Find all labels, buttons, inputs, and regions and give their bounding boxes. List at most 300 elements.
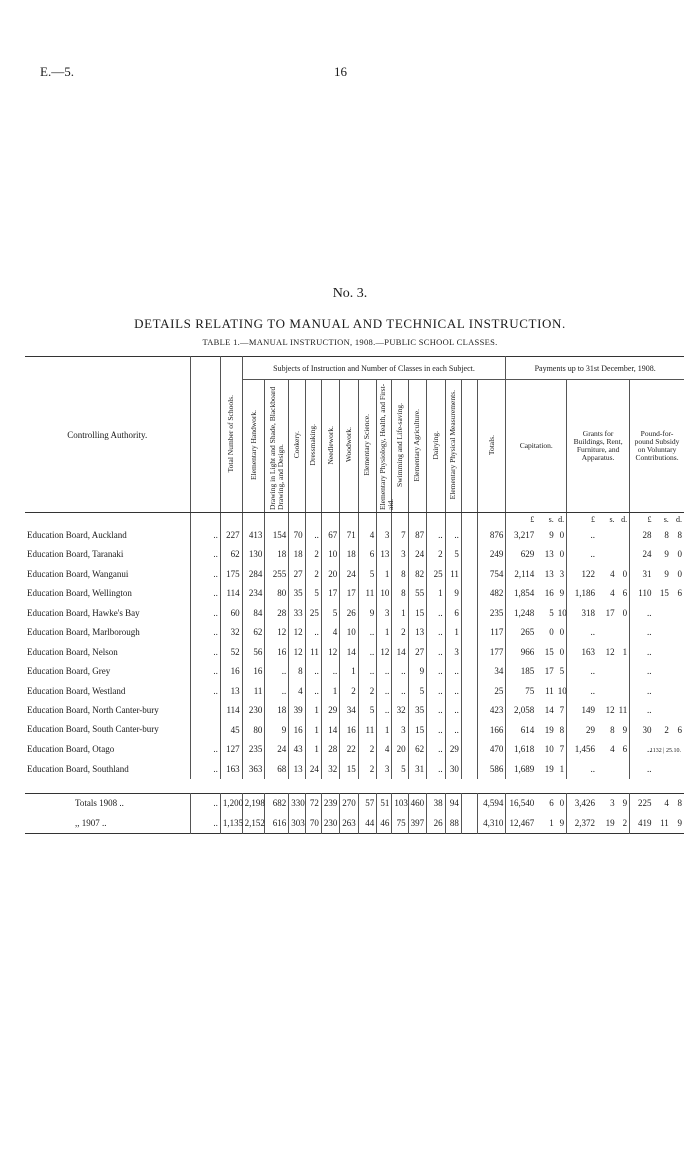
subject-count-cell: 1 <box>321 681 339 701</box>
cap-pence-cell: 7 <box>559 705 565 716</box>
grant-pence-cell: 9 <box>622 798 628 809</box>
sub-pounds-cell: 419 <box>630 813 654 833</box>
grant-shillings-cell: 3 <box>610 798 615 809</box>
subject-count-cell: .. <box>321 662 339 682</box>
sub-shillings-cell: 9 <box>664 549 669 560</box>
leader-dots: .. <box>190 623 220 643</box>
cap-pence-cell: 0 <box>559 529 565 540</box>
subject-count-cell: 29 <box>445 740 461 760</box>
blank-cell <box>461 793 477 813</box>
sub-shillings-cell: 15 <box>659 588 669 599</box>
grant-pence-cell <box>617 662 630 682</box>
classes-total-cell: 166 <box>478 720 506 740</box>
classes-total-cell: 34 <box>478 662 506 682</box>
grant-shillings-cell <box>597 545 617 565</box>
grant-shillings-cell: 4 <box>610 744 615 755</box>
sub-pence-cell <box>671 759 684 779</box>
subject-count-cell: .. <box>427 642 445 662</box>
table-body <box>25 513 684 834</box>
subject-count-cell: 71 <box>340 525 358 545</box>
subject-header: Needlework. <box>321 380 339 513</box>
schools-cell: 45 <box>220 720 242 740</box>
subject-count-cell: .. <box>427 759 445 779</box>
authority-cell: Education Board, Wellington <box>27 588 132 599</box>
subject-header: Elementary Physical Measurements. <box>445 380 461 513</box>
grant-pounds-cell: 163 <box>567 642 597 662</box>
table-row <box>25 681 684 701</box>
subject-count-cell: 255 <box>265 564 289 584</box>
classes-total-cell: 482 <box>478 584 506 604</box>
cap-pence-cell: 0 <box>559 549 565 560</box>
cap-pence-cell: 8 <box>559 724 565 735</box>
blank-cell <box>461 623 477 643</box>
subject-count-cell: 43 <box>289 740 305 760</box>
cap-pounds-cell: 75 <box>506 681 536 701</box>
grant-pence-cell: 2 <box>622 817 628 828</box>
subject-count-cell: 27 <box>408 642 426 662</box>
sub-pence-cell: 6 <box>677 724 682 735</box>
subject-count-cell: .. <box>392 681 408 701</box>
subject-count-cell: .. <box>377 701 392 721</box>
grant-shillings-cell: 4 <box>610 568 615 579</box>
grant-pence-cell: 11 <box>618 705 628 716</box>
subject-count-cell: 4 <box>377 740 392 760</box>
subject-count-cell: .. <box>445 525 461 545</box>
grant-pence-cell: 1 <box>622 646 628 657</box>
sub-pence-cell: 0 <box>677 549 682 560</box>
subject-count-cell: 16 <box>265 642 289 662</box>
leader-dots: .. <box>190 793 220 813</box>
subject-count-cell: 11 <box>445 564 461 584</box>
cap-pence-cell: 5 <box>559 666 565 677</box>
subject-count-cell: 130 <box>242 545 265 565</box>
sub-pence-cell: 8 <box>677 529 682 540</box>
grant-shillings-cell: 19 <box>605 817 615 828</box>
subject-count-cell: 68 <box>265 759 289 779</box>
subject-count-cell: .. <box>445 662 461 682</box>
subject-header: Cookery. <box>289 380 305 513</box>
classes-total-cell: 235 <box>478 603 506 623</box>
cap-pence-cell: 7 <box>559 744 565 755</box>
subject-count-cell: 1 <box>377 720 392 740</box>
subject-count-cell: .. <box>427 740 445 760</box>
subject-count-cell: 38 <box>427 793 445 813</box>
sub-shillings-cell <box>653 681 670 701</box>
leader-dots <box>190 701 220 721</box>
schools-cell: 62 <box>220 545 242 565</box>
grant-shillings-cell <box>597 681 617 701</box>
sub-shillings-cell: 11 <box>660 817 669 828</box>
unit-shillings: s. <box>663 514 669 524</box>
grant-pence-cell: 0 <box>622 568 628 579</box>
grant-pence-cell <box>617 545 630 565</box>
grant-pence-cell <box>617 623 630 643</box>
leader-dots: .. <box>190 525 220 545</box>
leader-dots: .. <box>190 564 220 584</box>
cap-shillings-cell: 13 <box>544 549 554 560</box>
subject-count-cell: 616 <box>265 813 289 833</box>
subject-count-cell: 51 <box>377 793 392 813</box>
schools-cell: 13 <box>220 681 242 701</box>
subject-count-cell: 16 <box>242 662 265 682</box>
subject-count-cell: 80 <box>242 720 265 740</box>
subject-count-cell: 12 <box>321 642 339 662</box>
subject-count-cell: 16 <box>340 720 358 740</box>
unit-pounds: £ <box>567 513 597 526</box>
sub-shillings-cell <box>653 603 670 623</box>
page-reference: E.—5. <box>40 64 74 79</box>
cap-pounds-cell: 3,217 <box>506 525 536 545</box>
subject-count-cell: 84 <box>242 603 265 623</box>
subject-count-cell: .. <box>305 681 321 701</box>
subject-count-cell: 18 <box>289 545 305 565</box>
cap-shillings-cell: 0 <box>549 627 554 638</box>
payments-group-header: Payments up to 31st December, 1908. <box>506 357 684 380</box>
grant-pence-cell <box>617 525 630 545</box>
sub-shillings-cell <box>653 623 670 643</box>
subject-count-cell: 6 <box>358 545 376 565</box>
cap-shillings-cell: 14 <box>544 705 554 716</box>
subject-count-cell: 5 <box>358 701 376 721</box>
blank-cell <box>461 603 477 623</box>
cap-shillings-cell: 13 <box>544 568 554 579</box>
grant-pounds-cell: 122 <box>567 564 597 584</box>
cap-pence-cell: 0 <box>559 627 565 638</box>
subject-header: Elementary Handwork. <box>242 380 265 513</box>
table-row <box>25 701 684 721</box>
totals-row <box>25 793 684 813</box>
subject-count-cell: 2 <box>305 564 321 584</box>
subject-count-cell: 2 <box>427 545 445 565</box>
sub-pounds-cell: .. <box>630 681 654 701</box>
subject-count-cell: .. <box>305 662 321 682</box>
subject-count-cell: .. <box>305 525 321 545</box>
subject-count-cell: .. <box>427 720 445 740</box>
subject-count-cell: 20 <box>392 740 408 760</box>
subject-count-cell: 1 <box>377 623 392 643</box>
table-row <box>25 545 684 565</box>
subject-count-cell: 3 <box>392 720 408 740</box>
subject-count-cell: 4 <box>358 525 376 545</box>
leader-dots: .. <box>190 584 220 604</box>
classes-total-cell: 876 <box>478 525 506 545</box>
subject-count-cell: .. <box>427 681 445 701</box>
subject-count-cell: 12 <box>377 642 392 662</box>
subject-count-cell: 103 <box>392 793 408 813</box>
grant-pounds-cell: 318 <box>567 603 597 623</box>
authority-cell: Education Board, Marlborough <box>27 627 140 638</box>
subject-count-cell: 16 <box>289 720 305 740</box>
subject-count-cell: 5 <box>321 603 339 623</box>
blank-cell <box>461 813 477 833</box>
subject-count-cell: 15 <box>408 720 426 740</box>
sub-pounds-cell: 24 <box>630 545 654 565</box>
sub-pence-cell <box>671 623 684 643</box>
subject-header: Elementary Agriculture. <box>408 380 426 513</box>
subject-count-cell: 13 <box>408 623 426 643</box>
subject-count-cell: 80 <box>265 584 289 604</box>
controlling-authority-header: Controlling Authority. <box>25 357 190 513</box>
totals-label: Totals 1908 .. <box>75 798 124 809</box>
subject-count-cell: 1 <box>427 584 445 604</box>
table-row <box>25 564 684 584</box>
subject-count-cell: 62 <box>242 623 265 643</box>
subsidy-header: Pound-for-pound Subsidy on Voluntary Contributions. <box>630 380 684 513</box>
subject-count-cell: 10 <box>321 545 339 565</box>
leader-dots: .. <box>190 759 220 779</box>
grant-pence-cell: 6 <box>622 588 628 599</box>
cap-shillings-cell: 19 <box>544 763 554 774</box>
authority-cell: Education Board, Auckland <box>27 529 127 540</box>
grant-shillings-cell: 17 <box>605 607 615 618</box>
subject-count-cell: 230 <box>321 813 339 833</box>
subject-count-cell: 75 <box>392 813 408 833</box>
blank-cell <box>461 701 477 721</box>
grant-pence-cell: 9 <box>622 724 628 735</box>
unit-pounds: £ <box>506 513 536 526</box>
subject-count-cell: 5 <box>392 759 408 779</box>
leader-dots: .. <box>190 681 220 701</box>
subject-count-cell: .. <box>305 623 321 643</box>
sub-pounds-cell: .. <box>630 701 654 721</box>
grant-pence-cell: 0 <box>622 607 628 618</box>
document-heading: DETAILS RELATING TO MANUAL AND TECHNICAL INSTRUCTION. <box>134 316 566 331</box>
subject-count-cell: 11 <box>242 681 265 701</box>
table-row <box>25 642 684 662</box>
spacer-row <box>25 779 684 794</box>
subject-count-cell: 9 <box>265 720 289 740</box>
grant-pounds-cell: 2,372 <box>567 813 597 833</box>
subject-count-cell: .. <box>445 681 461 701</box>
totals-label: ,, 1907 .. <box>75 817 107 828</box>
authority-cell: Education Board, Wanganui <box>27 568 129 579</box>
table-row <box>25 623 684 643</box>
subject-count-cell: 2 <box>392 623 408 643</box>
capitation-header: Capitation. <box>506 380 567 513</box>
subject-count-cell: 57 <box>358 793 376 813</box>
subject-count-cell: 6 <box>445 603 461 623</box>
leader-dots: .. <box>190 642 220 662</box>
cap-pounds-cell: 1,689 <box>506 759 536 779</box>
subject-count-cell: 230 <box>242 701 265 721</box>
subject-count-cell: .. <box>265 681 289 701</box>
cap-pounds-cell: 16,540 <box>506 793 536 813</box>
subject-count-cell: 3 <box>445 642 461 662</box>
leader-dots: .. <box>190 740 220 760</box>
page-number: 16 <box>334 64 347 79</box>
subject-count-cell: 3 <box>377 759 392 779</box>
sub-pence-cell <box>671 603 684 623</box>
subject-count-cell: .. <box>377 662 392 682</box>
subject-count-cell: 26 <box>427 813 445 833</box>
subject-count-cell: 284 <box>242 564 265 584</box>
cap-pence-cell: 9 <box>559 817 565 828</box>
subject-header: Elementary Physiology, Health, and First-aid. <box>377 380 392 513</box>
manual-instruction-table-wrapper <box>25 356 684 834</box>
unit-shillings: s. <box>609 514 615 524</box>
cap-pence-cell: 9 <box>559 588 565 599</box>
cap-pence-cell: 0 <box>559 798 565 809</box>
subject-count-cell: 27 <box>289 564 305 584</box>
schools-cell: 1,135 <box>220 813 242 833</box>
sub-pounds-cell: 28 <box>630 525 654 545</box>
cap-pence-cell: 3 <box>559 568 565 579</box>
subject-count-cell: 2 <box>305 545 321 565</box>
blank-cell <box>461 759 477 779</box>
blank-cell <box>461 720 477 740</box>
sub-pounds-cell: .. <box>630 623 654 643</box>
cap-shillings-cell: 9 <box>549 529 554 540</box>
subject-count-cell: 1 <box>392 603 408 623</box>
authority-cell: Education Board, Southland <box>27 763 129 774</box>
subject-count-cell: 1 <box>377 564 392 584</box>
unit-shillings: s. <box>548 514 554 524</box>
subject-count-cell: 2 <box>358 740 376 760</box>
schools-cell: 16 <box>220 662 242 682</box>
subject-count-cell: 270 <box>340 793 358 813</box>
subject-count-cell: 56 <box>242 642 265 662</box>
subject-count-cell: 11 <box>358 584 376 604</box>
cap-pounds-cell: 1,618 <box>506 740 536 760</box>
cap-pounds-cell: 1,248 <box>506 603 536 623</box>
subject-header: Drawing in Light and Shade, Blackboard Drawing, and Design. <box>265 380 289 513</box>
subject-header: Elementary Science. <box>358 380 376 513</box>
subject-count-cell: .. <box>427 662 445 682</box>
cap-shillings-cell: 6 <box>549 798 554 809</box>
subject-count-cell: 11 <box>358 720 376 740</box>
subject-count-cell: 234 <box>242 584 265 604</box>
subject-count-cell: 682 <box>265 793 289 813</box>
sub-pounds-cell: 225 <box>630 793 654 813</box>
sub-pounds-cell: .. <box>630 662 654 682</box>
subject-count-cell: .. <box>427 525 445 545</box>
schools-cell: 114 <box>220 584 242 604</box>
blank-cell <box>461 740 477 760</box>
sub-pence-cell <box>671 642 684 662</box>
subject-count-cell: 20 <box>321 564 339 584</box>
sub-pounds-cell: .. <box>630 759 654 779</box>
cap-shillings-cell: 15 <box>544 646 554 657</box>
sub-shillings-cell: 8 <box>664 529 669 540</box>
authority-cell: Education Board, Nelson <box>27 646 118 657</box>
sub-pence-cell <box>671 681 684 701</box>
subject-header: Dairying. <box>427 380 445 513</box>
subject-count-cell: 94 <box>445 793 461 813</box>
subject-count-cell: 13 <box>377 545 392 565</box>
authority-cell: Education Board, Taranaki <box>27 549 124 560</box>
subject-count-cell: 8 <box>289 662 305 682</box>
authority-cell: Education Board, North Canter-bury <box>27 704 159 715</box>
cap-shillings-cell: 5 <box>549 607 554 618</box>
sub-shillings-cell <box>653 759 670 779</box>
grant-pounds-cell: .. <box>567 545 597 565</box>
unit-pence: d. <box>558 514 565 524</box>
table-row <box>25 525 684 545</box>
grant-pounds-cell: 29 <box>567 720 597 740</box>
cap-pounds-cell: 2,058 <box>506 701 536 721</box>
grant-pounds-cell: .. <box>567 681 597 701</box>
total-schools-header: Total Number of Schools. <box>220 357 242 513</box>
subject-count-cell: 26 <box>340 603 358 623</box>
grant-pounds-cell: .. <box>567 623 597 643</box>
sub-pounds-cell: .. <box>630 642 654 662</box>
subject-count-cell: 70 <box>289 525 305 545</box>
schools-cell: 1,200 <box>220 793 242 813</box>
grant-pounds-cell: 149 <box>567 701 597 721</box>
sub-shillings-cell <box>653 701 670 721</box>
lead-header-blank <box>190 357 220 513</box>
subject-count-cell: 239 <box>321 793 339 813</box>
subject-count-cell: 363 <box>242 759 265 779</box>
schools-cell: 127 <box>220 740 242 760</box>
subject-count-cell: 11 <box>305 642 321 662</box>
subject-count-cell: 303 <box>289 813 305 833</box>
subject-count-cell: 18 <box>265 545 289 565</box>
sub-pence-cell <box>671 662 684 682</box>
subject-count-cell: 4 <box>321 623 339 643</box>
subject-header: Woodwork. <box>340 380 358 513</box>
subject-count-cell: 413 <box>242 525 265 545</box>
schools-cell: 114 <box>220 701 242 721</box>
manual-instruction-table <box>25 356 684 834</box>
cap-pence-cell: 10 <box>557 607 567 618</box>
authority-cell: Education Board, Otago <box>27 744 115 755</box>
blank-cell <box>461 545 477 565</box>
subject-count-cell: .. <box>445 720 461 740</box>
sub-pounds-cell: .. <box>630 740 654 760</box>
subject-count-cell: 14 <box>321 720 339 740</box>
classes-total-cell: 586 <box>478 759 506 779</box>
sub-shillings-cell: 9 <box>664 568 669 579</box>
blank-cell <box>461 642 477 662</box>
subject-count-cell: 263 <box>340 813 358 833</box>
table-row <box>25 662 684 682</box>
subject-header: Swimming and Life-saving. <box>392 380 408 513</box>
unit-pence: d. <box>621 514 628 524</box>
subject-count-cell: 1 <box>445 623 461 643</box>
subject-count-cell: .. <box>427 603 445 623</box>
subject-count-cell: 29 <box>321 701 339 721</box>
cap-shillings-cell: 17 <box>544 666 554 677</box>
sub-pence-cell <box>671 701 684 721</box>
classes-total-cell: 177 <box>478 642 506 662</box>
subject-count-cell: 70 <box>305 813 321 833</box>
grant-shillings-cell <box>597 759 617 779</box>
table-row <box>25 584 684 604</box>
subject-count-cell: 460 <box>408 793 426 813</box>
grants-header: Grants for Buildings, Rent, Furniture, and Apparatus. <box>567 380 630 513</box>
subject-count-cell: 24 <box>265 740 289 760</box>
schools-cell: 175 <box>220 564 242 584</box>
subject-count-cell: 3 <box>392 545 408 565</box>
classes-total-cell: 117 <box>478 623 506 643</box>
subject-count-cell: 88 <box>445 813 461 833</box>
subject-count-cell: .. <box>358 642 376 662</box>
schools-cell: 227 <box>220 525 242 545</box>
subject-count-cell: 3 <box>377 603 392 623</box>
subject-count-cell: 72 <box>305 793 321 813</box>
subject-header-blank <box>461 380 477 513</box>
schools-cell: 163 <box>220 759 242 779</box>
sub-shillings-cell <box>653 642 670 662</box>
cap-pounds-cell: 12,467 <box>506 813 536 833</box>
classes-total-cell: 423 <box>478 701 506 721</box>
sub-pence-cell: 6 <box>677 588 682 599</box>
document-number: No. 3. <box>332 286 368 301</box>
subject-count-cell: 17 <box>321 584 339 604</box>
subject-count-cell: 1 <box>305 740 321 760</box>
grant-shillings-cell: 12 <box>605 646 615 657</box>
